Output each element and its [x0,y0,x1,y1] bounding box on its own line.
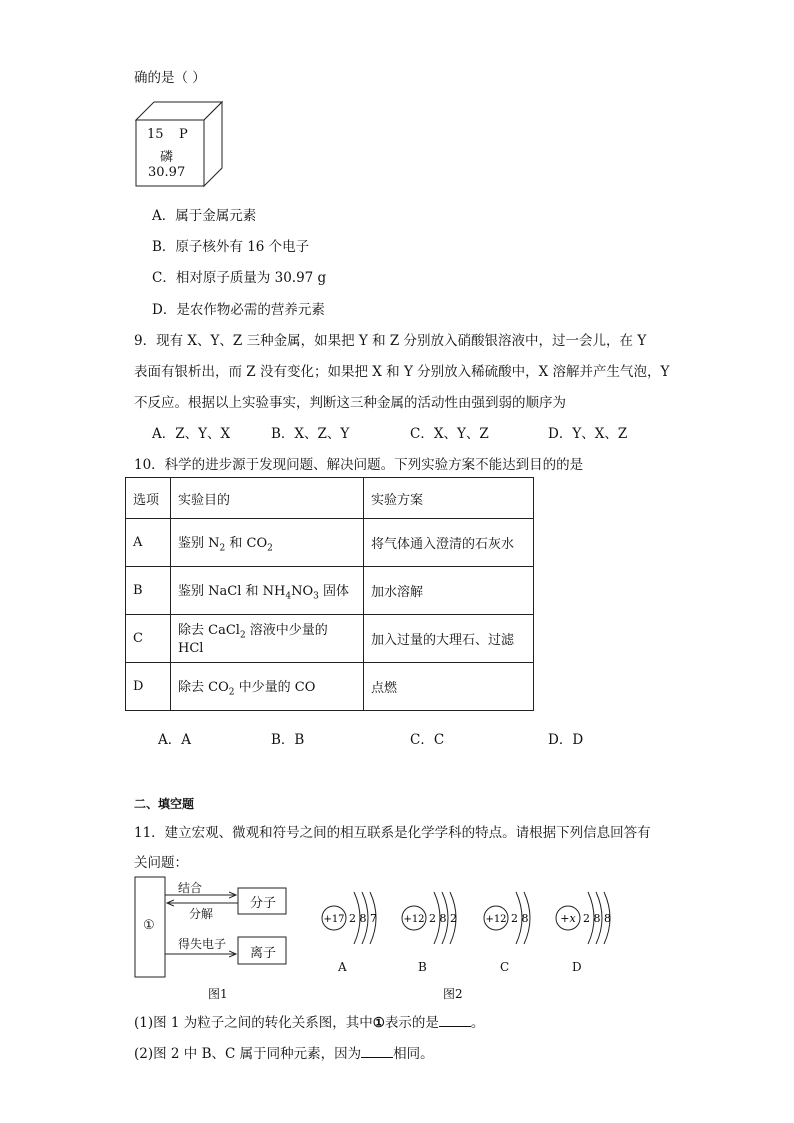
fig1-gain-lose-label: 得失电子 [178,937,227,951]
q10-stem: 10．科学的进步源于发现问题、解决问题。下列实验方案不能达到目的的是 [134,457,584,473]
table-row [126,615,534,663]
q10-option-b: B．B [271,732,305,748]
fig2-caption: 图2 [443,987,463,1001]
atom-nucleus-charge: +17 [323,914,345,925]
row-plan: 将气体通入澄清的石灰水 [364,519,534,567]
element-mass: 30.97 [148,165,186,180]
header-goal: 实验目的 [171,478,364,519]
fig1-decompose-label: 分解 [189,907,214,921]
q9-option-a: A．Z、Y、X [152,426,231,442]
q11-line-2: 关问题： [134,855,188,871]
row-option: A [126,519,171,567]
circle-one-marker: ① [372,1015,385,1031]
q9-option-d: D．Y、X、Z [548,426,628,442]
q8-option-d: D．是农作物必需的营养元素 [152,302,325,318]
row-option: B [126,567,171,615]
q8-option-b: B．原子核外有 16 个电子 [152,239,310,255]
element-name: 磷 [160,150,174,165]
figure-1-diagram [130,874,295,980]
q11-sub1: (1)图 1 为粒子之间的转化关系图，其中①表示的是 。 [134,1015,485,1031]
atom-nucleus-charge: +12 [485,914,507,925]
row-plan: 点燃 [364,663,534,711]
table-header-row [126,478,534,519]
electron-shell-counts: 2 8 [511,912,529,925]
q8-stem-tail: 确的是（ ） [134,70,206,86]
atom-nucleus-charge: +x [560,912,576,925]
row-goal: 鉴别 NaCl 和 $NH_4NO_3$ 固体 [171,567,364,615]
header-option: 选项 [126,478,171,519]
q11-line-1: 11．建立宏观、微观和符号之间的相互联系是化学学科的特点。请根据下列信息回答有 [134,825,651,841]
section-title: 二、填空题 [134,797,195,811]
row-option: C [126,615,171,663]
row-goal: 鉴别 $N_2$ 和 $CO_2$ [171,519,364,567]
fig1-caption: 图1 [208,987,228,1001]
element-number: 15 [147,127,164,142]
fig1-circle-label: ① [143,918,155,933]
q10-option-d: D．D [548,732,584,748]
fig1-combine-label: 结合 [178,881,203,895]
table-row [126,567,534,615]
electron-shell-counts: 2 8 7 [349,912,377,925]
row-goal: 除去 CaCl$_2$ 溶液中少量的 HCl [171,615,364,663]
q9-line-3: 不反应。根据以上实验事实，判断这三种金属的活动性由强到弱的顺序为 [134,395,566,411]
atom-label: C [500,960,510,974]
q9-option-b: B．X、Z、Y [271,426,350,442]
answer-blank-2[interactable] [361,1045,393,1058]
answer-blank-1[interactable] [439,1014,471,1027]
table-row [126,519,534,567]
q8-option-c: C．相对原子质量为 30.97 g [152,270,327,286]
element-symbol: P [179,127,188,142]
q9-line-2: 表面有银析出，而 Z 没有变化；如果把 X 和 Y 分别放入稀硫酸中，X 溶解并产生气泡，Y [134,364,670,380]
atom-label: D [572,960,582,974]
electron-shell-counts: 2 8 8 [583,912,611,925]
fig1-molecule-box: 分子 [250,896,277,911]
row-option: D [126,663,171,711]
atom-label: B [418,960,427,974]
q9-option-c: C．X、Y、Z [410,426,489,442]
q10-table [125,477,534,711]
header-plan: 实验方案 [364,478,534,519]
q11-sub2: (2)图 2 中 B、C 属于同种元素，因为 相同。 [134,1046,434,1062]
atom-label: A [338,960,347,974]
row-goal: 除去 $CO_2$ 中少量的 CO [171,663,364,711]
row-plan: 加水溶解 [364,567,534,615]
q8-option-a: A．属于金属元素 [152,208,257,224]
fig1-ion-box: 离子 [250,946,277,961]
atom-diagram-d [552,888,652,948]
row-plan: 加入过量的大理石、过滤 [364,615,534,663]
electron-shell-counts: 2 8 2 [429,912,457,925]
q9-line-1: 9．现有 X、Y、Z 三种金属，如果把 Y 和 Z 分别放入硝酸银溶液中，过一会儿，在 Y [134,333,647,349]
atom-nucleus-charge: +12 [403,914,425,925]
table-row [126,663,534,711]
q10-option-a: A．A [158,732,191,748]
q10-option-c: C．C [410,732,445,748]
